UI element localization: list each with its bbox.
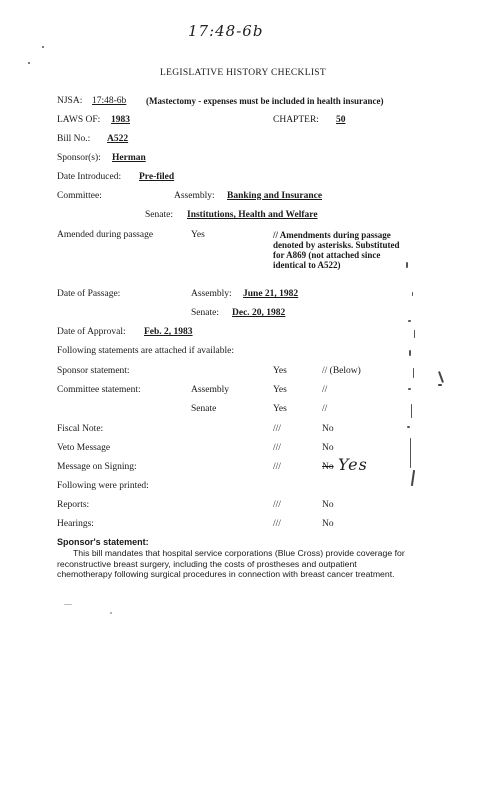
committee-statement-label: Committee statement: xyxy=(57,385,141,395)
date-of-approval-value: Feb. 2, 1983 xyxy=(144,327,193,337)
hearings-mark: /// xyxy=(273,519,281,529)
committee-senate-label: Senate: xyxy=(145,210,173,220)
passage-senate-label: Senate: xyxy=(191,308,219,318)
message-on-signing-handwritten: Yes xyxy=(338,455,368,474)
message-on-signing-label: Message on Signing: xyxy=(57,462,137,472)
veto-message-label: Veto Message xyxy=(57,443,111,453)
committee-statement-assembly-mark: // xyxy=(322,385,328,395)
committee-senate-value: Institutions, Health and Welfare xyxy=(187,210,318,220)
committee-statement-assembly-yes: Yes xyxy=(273,385,287,395)
amended-value: Yes xyxy=(191,230,205,240)
committee-assembly-value: Banking and Insurance xyxy=(227,191,323,201)
amended-label: Amended during passage xyxy=(57,230,154,240)
fiscal-note-value: No xyxy=(322,424,334,434)
reports-value: No xyxy=(322,500,334,510)
fiscal-note-label: Fiscal Note: xyxy=(57,424,104,434)
sponsor-statement-note: // (Below) xyxy=(322,366,361,376)
message-on-signing-mark: /// xyxy=(273,462,281,472)
njsa-subject: (Mastectomy - expenses must be included in health insurance) xyxy=(146,96,384,106)
committee-label: Committee: xyxy=(57,191,102,201)
laws-of-value: 1983 xyxy=(111,115,130,125)
bill-no-value: A522 xyxy=(107,134,129,144)
committee-statement-assembly-label: Assembly xyxy=(191,385,229,395)
committee-assembly-label: Assembly: xyxy=(174,191,215,201)
hearings-label: Hearings: xyxy=(57,519,94,529)
njsa-value: 17:48-6b xyxy=(92,96,127,106)
passage-assembly-label: Assembly: xyxy=(191,289,232,299)
bill-no-label: Bill No.: xyxy=(57,134,91,144)
laws-of-label: LAWS OF: xyxy=(57,115,101,125)
chapter-value: 50 xyxy=(336,115,346,125)
veto-message-value: No xyxy=(322,443,334,453)
veto-message-mark: /// xyxy=(273,443,281,453)
date-introduced-value: Pre-filed xyxy=(139,172,175,182)
chapter-label: CHAPTER: xyxy=(273,115,319,125)
handwritten-stamp: 17:48-6b xyxy=(188,22,264,40)
date-of-approval-label: Date of Approval: xyxy=(57,327,126,337)
sponsor-statement-heading: Sponsor's statement: xyxy=(57,537,149,547)
committee-statement-senate-mark: // xyxy=(322,404,328,414)
fiscal-note-mark: /// xyxy=(273,424,281,434)
printed-heading: Following were printed: xyxy=(57,481,149,491)
sponsors-value: Herman xyxy=(112,153,146,163)
reports-label: Reports: xyxy=(57,500,90,510)
page-title: LEGISLATIVE HISTORY CHECKLIST xyxy=(160,68,326,78)
sponsor-statement-yes: Yes xyxy=(273,366,287,376)
date-introduced-label: Date Introduced: xyxy=(57,172,122,182)
njsa-label: NJSA: xyxy=(57,96,83,106)
amended-note: // Amendments during passage denoted by asterisks. Substituted for A869 (not attached since identical to A522) xyxy=(273,230,400,270)
sponsor-statement-text: This bill mandates that hospital service corporations (Blue Cross) provide coverage for reconstructive breast surgery, including the costs of prostheses and outpatient chemotherapy following surgical procedures in connection with breast cancer treatment. xyxy=(57,548,405,579)
hearings-value: No xyxy=(322,519,334,529)
reports-mark: /// xyxy=(273,500,281,510)
sponsor-statement-label: Sponsor statement: xyxy=(57,366,130,376)
attached-heading: Following statements are attached if available: xyxy=(57,346,235,356)
sponsors-label: Sponsor(s): xyxy=(57,153,101,163)
committee-statement-senate-label: Senate xyxy=(191,404,217,414)
passage-assembly-value: June 21, 1982 xyxy=(243,289,299,299)
passage-senate-value: Dec. 20, 1982 xyxy=(232,308,286,318)
date-of-passage-label: Date of Passage: xyxy=(57,289,121,299)
message-on-signing-struck: No xyxy=(322,462,334,472)
committee-statement-senate-yes: Yes xyxy=(273,404,287,414)
